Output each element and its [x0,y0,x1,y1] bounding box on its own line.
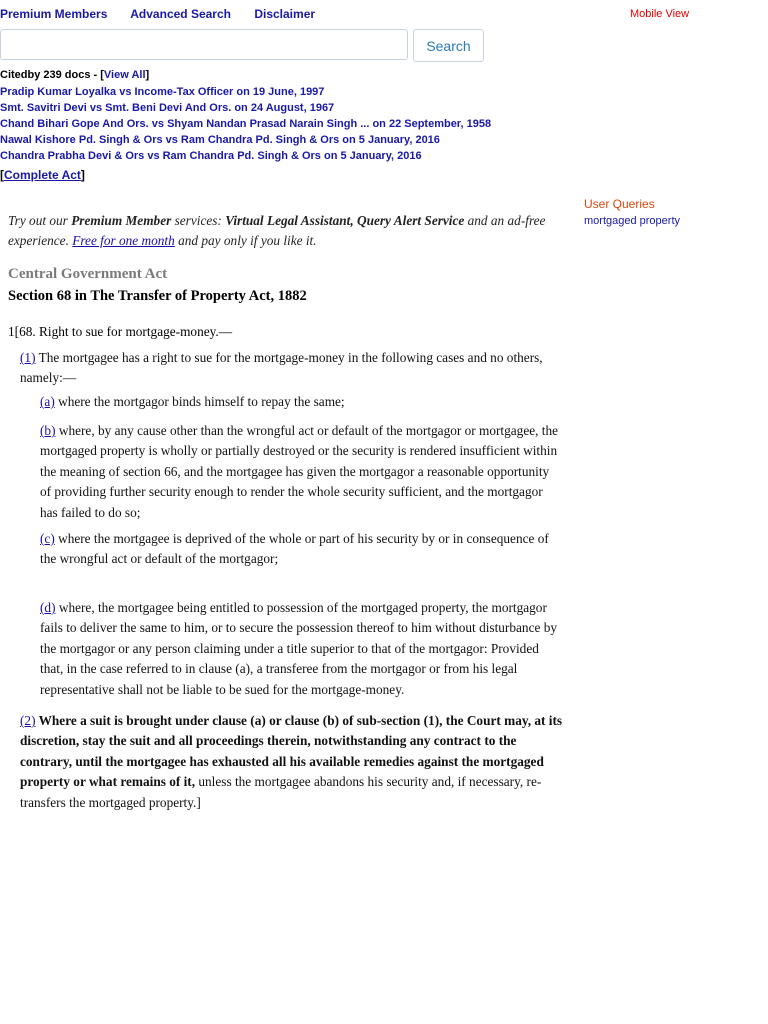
citedby-suffix: ] [145,69,150,81]
citedby-link[interactable]: Smt. Savitri Devi vs Smt. Beni Devi And Ors. on 24 August, 1967 [0,102,335,114]
citedby-link[interactable]: Chandra Prabha Devi & Ors vs Ram Chandra Pd. Singh & Ors on 5 January, 2016 [0,150,422,162]
list-item [0,84,491,100]
citedby-link[interactable]: Pradip Kumar Loyalka vs Income-Tax Officer on 19 June, 1997 [0,86,325,98]
top-nav [0,7,335,21]
clause-text: where the mortgagee is deprived of the whole or part of his security by or in consequence of the wrongful act or default of the mortgagor; [40,531,549,567]
list-item [0,132,491,148]
advanced-search-link[interactable]: Advanced Search [130,7,231,21]
clause-text: where, by any cause other than the wrongful act or default of the mortgagor or mortgagee, the mortgaged property is wholly or partially destroyed or the security is rendered insufficient within the meaning of section 66, and the mortgagee has given the mortgagor a reasonable opportunity of providing further security enough to render the whole security sufficient, and the mortgagor has failed to do so; [40,423,559,520]
clause-text: unless the mortgagee abandons his security and, if necessary, re-transfers the mortgaged property.] [20,774,542,810]
section-heading: 1[68. Right to sue for mortgage-money.— [8,324,233,339]
subsection-1 [20,348,560,389]
search-button[interactable]: Search [413,29,484,62]
promo-bold: Virtual Legal Assistant, Query Alert Service [225,213,465,228]
clause-link[interactable]: (2) [20,713,36,728]
doc-category: Central Government Act [8,266,168,282]
clause-link[interactable]: (d) [40,600,56,615]
clause-c [40,529,560,570]
clause-text: The mortgagee has a right to sue for the mortgage-money in the following cases and no others, namely:— [20,350,543,386]
user-queries-title: User Queries [584,197,655,211]
page-title: Section 68 in The Transfer of Property Act, 1882 [8,288,307,304]
promo-text: services: [171,213,226,228]
promo-text: and an ad-free experience. [8,213,546,248]
promo-bold: Premium Member [71,213,172,228]
disclaimer-link[interactable]: Disclaimer [254,7,316,21]
clause-text: where, the mortgagee being entitled to possession of the mortgaged property, the mortgagor fails to deliver the same to him, or to secure the possession thereof to him without disturbance by the mortgagor or any person claiming under a title superior to that of the mortgagor: Provided that, in the case referred to in clause (a), a transferee from the mortgagor or from his legal representative shall not be liable to be sued for the mortgage-money. [40,600,557,697]
clause-link[interactable]: (a) [40,394,55,409]
promo-text: and pay only if you like it. [174,233,317,248]
list-item [0,148,491,164]
citedby-link[interactable]: Chand Bihari Gope And Ors. vs Shyam Nandan Prasad Narain Singh ... on 22 September, 1958 [0,118,492,130]
clause-d [40,598,560,700]
complete-act-link[interactable]: Complete Act [4,168,81,182]
premium-members-link[interactable]: Premium Members [0,7,108,21]
clause-bold-text: Where a suit is brought under clause (a) or clause (b) of sub-section (1), the Court may, at its discretion, stay the suit and all proceedings therein, notwithstanding any contract to the contrary, until the mortgagee has exhausted all his available remedies against the mortgaged property or what remains of it, [20,713,563,790]
clause-a [40,392,560,412]
free-trial-link[interactable]: Free for one month [72,233,175,248]
citedby-list [0,84,491,164]
citedby-link[interactable]: Nawal Kishore Pd. Singh & Ors vs Ram Chandra Pd. Singh & Ors on 5 January, 2016 [0,134,440,146]
search-input[interactable] [0,29,408,60]
clause-link[interactable]: (c) [40,531,55,546]
promo-text: Try out our [8,213,72,228]
user-query-link[interactable]: mortgaged property [584,215,680,227]
list-item [0,116,491,132]
view-all-link[interactable]: View All [103,69,146,81]
clause-link[interactable]: (b) [40,423,56,438]
bracket-close: ] [80,168,85,182]
clause-link[interactable]: (1) [20,350,36,365]
list-item [0,100,491,116]
citedby-header [0,69,149,81]
clause-text: where the mortgagor binds himself to repay the same; [54,394,345,409]
bracket-open: [ [0,168,4,182]
clause-b [40,421,560,523]
citedby-prefix: Citedby 239 docs - [ [0,69,104,81]
complete-act [0,168,85,182]
mobile-view-link[interactable]: Mobile View [630,8,690,20]
subsection-2 [20,711,565,813]
premium-promo [8,211,560,251]
